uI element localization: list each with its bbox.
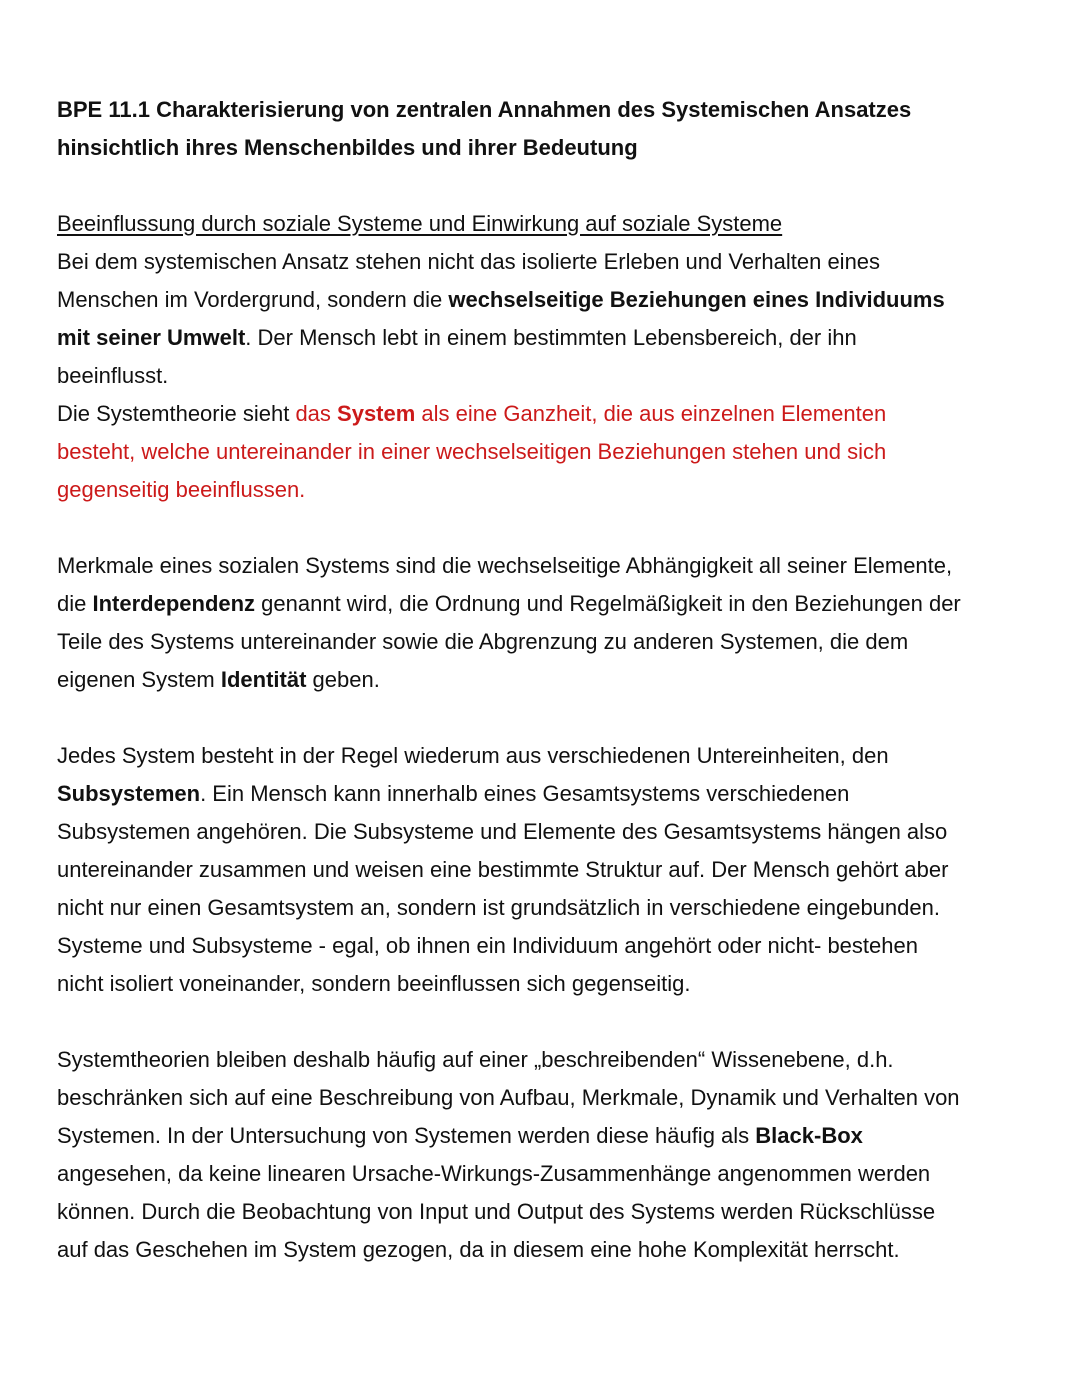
text-segment: Jedes System besteht in der Regel wiederum aus verschiedenen Untereinheiten, den [57, 743, 889, 768]
text-segment: auf das Geschehen im System gezogen, da in diesem eine hohe Komplexität herrscht. [57, 1237, 900, 1262]
text-segment: Die Systemtheorie sieht [57, 401, 296, 426]
text-segment: Systemtheorien bleiben deshalb häufig auf einer „beschreibenden“ Wissenebene, d.h. [57, 1047, 894, 1072]
text-segment: eigenen System [57, 667, 221, 692]
text-segment: beschränken sich auf eine Beschreibung von Aufbau, Merkmale, Dynamik und Verhalten von [57, 1085, 960, 1110]
text-segment: Bei dem systemischen Ansatz stehen nicht das isolierte Erleben und Verhalten eines [57, 249, 881, 274]
text-segment: Merkmale eines sozialen Systems sind die wechselseitige Abhängigkeit all seiner Elemente, [57, 553, 953, 578]
text-segment: die [57, 591, 93, 616]
text-segment: nicht isoliert voneinander, sondern beeinflussen sich gegenseitig. [57, 971, 691, 996]
text-segment: geben. [306, 667, 380, 692]
text-line [57, 1117, 961, 1155]
text-segment: nicht nur einen Gesamtsystem an, sondern ist grundsätzlich in verschiedene eingebunden. [57, 895, 940, 920]
bold-term: hinsichtlich ihres Menschenbildes und ihrer Bedeutung [57, 135, 638, 160]
text-line [57, 585, 961, 623]
text-line [57, 623, 961, 661]
text-line [57, 1079, 961, 1117]
text-line [57, 699, 961, 737]
text-line [57, 319, 961, 357]
text-line [57, 357, 961, 395]
text-segment: . Ein Mensch kann innerhalb eines Gesamtsystems verschiedenen [200, 781, 850, 806]
text-segment: beeinflusst. [57, 363, 169, 388]
highlighted-text: besteht, welche untereinander in einer wechselseitigen Beziehungen stehen und sich [57, 439, 887, 464]
bold-term: System [337, 401, 416, 426]
text-line [57, 243, 961, 281]
text-line [57, 433, 961, 471]
document-body [57, 91, 961, 1269]
bold-term: BPE 11.1 Charakterisierung von zentralen Annahmen des Systemischen Ansatzes [57, 97, 912, 122]
text-segment: Subsystemen angehören. Die Subsysteme und Elemente des Gesamtsystems hängen also [57, 819, 948, 844]
text-line [57, 1041, 961, 1079]
text-segment: genannt wird, die Ordnung und Regelmäßigkeit in den Beziehungen der [255, 591, 961, 616]
text-line [57, 205, 961, 243]
bold-term: Black-Box [755, 1123, 863, 1148]
bold-term: Subsystemen [57, 781, 201, 806]
text-line [57, 889, 961, 927]
text-line [57, 661, 961, 699]
text-line [57, 167, 961, 205]
text-segment: Menschen im Vordergrund, sondern die [57, 287, 449, 312]
text-line [57, 1155, 961, 1193]
section-heading: Beeinflussung durch soziale Systeme und Einwirkung auf soziale Systeme [57, 211, 783, 236]
text-line [57, 1003, 961, 1041]
text-segment: untereinander zusammen und weisen eine bestimmte Struktur auf. Der Mensch gehört aber [57, 857, 949, 882]
text-segment: können. Durch die Beobachtung von Input und Output des Systems werden Rückschlüsse [57, 1199, 936, 1224]
text-segment: angesehen, da keine linearen Ursache-Wirkungs-Zusammenhänge angenommen werden [57, 1161, 931, 1186]
text-line [57, 509, 961, 547]
text-segment: Systemen. In der Untersuchung von Systemen werden diese häufig als [57, 1123, 756, 1148]
text-line [57, 471, 961, 509]
text-line [57, 395, 961, 433]
bold-term: mit seiner Umwelt [57, 325, 246, 350]
text-line [57, 737, 961, 775]
text-segment: . Der Mensch lebt in einem bestimmten Lebensbereich, der ihn [245, 325, 857, 350]
text-segment: Teile des Systems untereinander sowie die Abgrenzung zu anderen Systemen, die dem [57, 629, 909, 654]
bold-term: Identität [220, 667, 307, 692]
text-line [57, 927, 961, 965]
text-line [57, 1231, 961, 1269]
highlighted-text: das [295, 401, 338, 426]
title-line [57, 91, 961, 129]
title-line [57, 129, 961, 167]
text-line [57, 1193, 961, 1231]
highlighted-text: gegenseitig beeinflussen. [57, 477, 306, 502]
text-line [57, 281, 961, 319]
bold-term: Interdependenz [92, 591, 256, 616]
bold-term: wechselseitige Beziehungen eines Individuums [448, 287, 945, 312]
text-line [57, 775, 961, 813]
text-line [57, 851, 961, 889]
highlighted-text: als eine Ganzheit, die aus einzelnen Elementen [415, 401, 887, 426]
text-segment: Systeme und Subsysteme - egal, ob ihnen ein Individuum angehört oder nicht- bestehen [57, 933, 918, 958]
text-line [57, 965, 961, 1003]
text-line [57, 547, 961, 585]
text-line [57, 813, 961, 851]
